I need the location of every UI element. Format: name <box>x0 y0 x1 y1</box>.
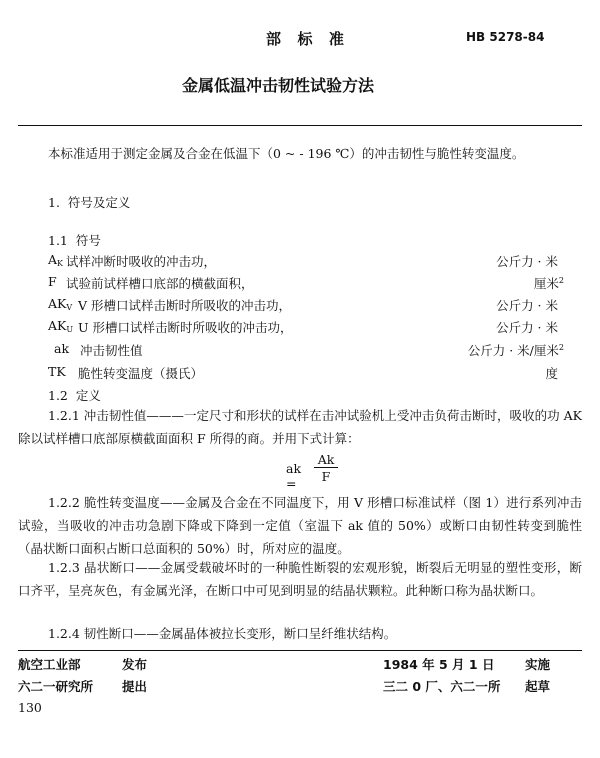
page-number: 130 <box>18 700 42 715</box>
symbol-description: 冲击韧性值 <box>80 343 143 358</box>
symbol-name: F <box>48 274 57 289</box>
symbol-unit: 厘米$^2$ <box>533 276 564 291</box>
symbol-description: U 形槽口试样击断时所吸收的冲击功， <box>78 320 293 335</box>
symbol-name: $A_K$ <box>48 252 64 268</box>
formula-denominator: F <box>321 469 331 484</box>
unit-superscript: 2 <box>558 343 564 352</box>
standard-code: HB 5278-84 <box>466 30 545 44</box>
implement-label: 实施 <box>525 657 551 672</box>
symbol-subscript: U <box>66 325 74 334</box>
issue-label: 发布 <box>122 657 148 672</box>
drafting-units: 三二 0 厂、六二一所 <box>383 679 501 694</box>
symbol-unit: 度 <box>545 366 558 381</box>
page-title: 金属低温冲击韧性试验方法 <box>182 76 375 95</box>
footer-rule <box>18 650 582 651</box>
symbol-name: TK <box>48 364 66 379</box>
symbol-unit: 公斤力 · 米 <box>496 254 558 269</box>
definition-1-2-3: 1.2.3 晶状断口——金属受载破坏时的一种脆性断裂的宏观形貌，断裂后无明显的塑性变形，断口齐平，呈亮灰色，有金属光泽，在断口中可见到明显的结晶状颗粒。此种断口称为晶状断口。 <box>18 560 582 598</box>
section-1-1-heading: 1.1 符号 <box>48 233 101 248</box>
symbol-description: 脆性转变温度（摄氏） <box>78 366 204 381</box>
effective-date: 1984 年 5 月 1 日 <box>383 657 495 672</box>
standard-type: 部 标 准 <box>266 30 346 48</box>
title-rule <box>18 125 582 126</box>
intro-paragraph: 本标准适用于测定金属及合金在低温下（0 ~ - 196 ℃）的冲击韧性与脆性转变温度。 <box>48 146 525 161</box>
definition-1-2-4: 1.2.4 韧性断口——金属晶体被拉长变形，断口呈纤维状结构。 <box>48 626 397 641</box>
symbol-unit: 公斤力 · 米/厘米$^2$ <box>467 343 564 358</box>
symbol-unit: 公斤力 · 米 <box>496 320 558 335</box>
section-1-heading: 1. 符号及定义 <box>48 195 131 210</box>
definition-1-2-2: 1.2.2 脆性转变温度——金属及合金在不同温度下，用 V 形槽口标准试样（图 1）进行系列冲击试验，当吸收的冲击功急剧下降或下降到一定值（室温下 ak 值的 50%）或断口由韧性转变到脆性（晶状断口面积占断口总面积的 50%）时，所对应的温度。 <box>18 495 582 556</box>
formula-numerator: Ak <box>314 452 338 468</box>
propose-label: 提出 <box>122 679 148 694</box>
symbol-name: $AK_V$ <box>48 296 73 312</box>
draft-label: 起草 <box>525 679 551 694</box>
symbol-subscript: K <box>57 259 64 268</box>
symbol-unit: 公斤力 · 米 <box>496 298 558 313</box>
symbol-name: $AK_U$ <box>48 318 74 334</box>
symbol-description: V 形槽口试样击断时所吸收的冲击功， <box>78 298 292 313</box>
proposer: 六二一研究所 <box>18 679 94 694</box>
formula-lhs: ak = <box>286 461 302 491</box>
section-1-2-heading: 1.2 定义 <box>48 388 101 403</box>
unit-superscript: 2 <box>558 276 564 285</box>
symbol-name: ak <box>54 341 70 356</box>
symbol-description: 试验前试样槽口底部的横截面积， <box>66 276 254 291</box>
symbol-subscript: V <box>66 303 73 312</box>
issuer: 航空工业部 <box>18 657 81 672</box>
definition-1-2-1: 1.2.1 冲击韧性值———一定尺寸和形状的试样在击冲试验机上受冲击负荷击断时，吸收的功 AK 除以试样槽口底部原横截面面积 F 所得的商。并用下式计算： <box>18 408 582 446</box>
symbol-description: 试样冲断时吸收的冲击功， <box>66 254 217 269</box>
